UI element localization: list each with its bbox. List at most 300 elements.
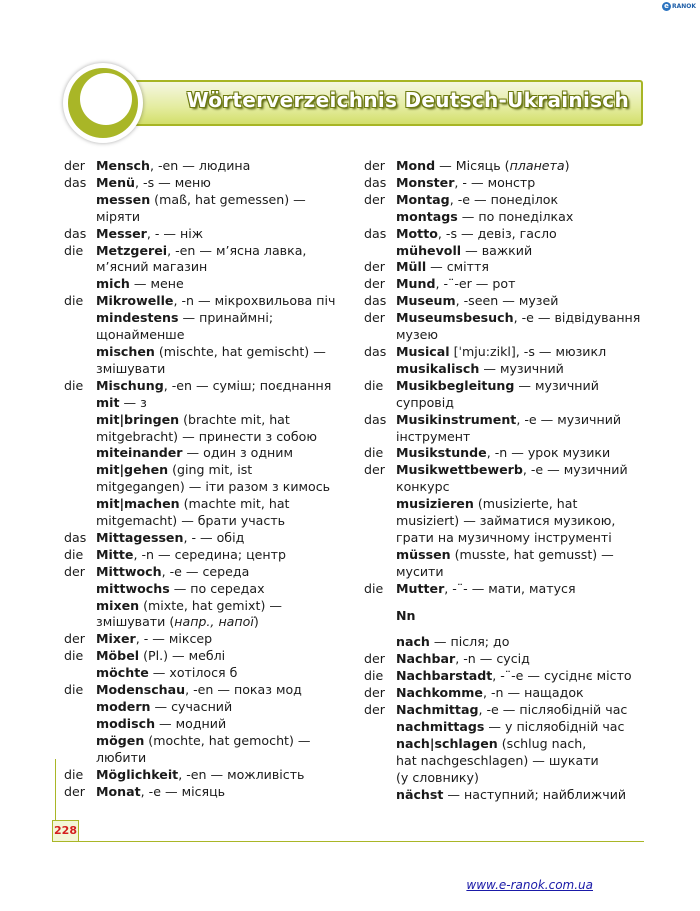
dictionary-entry: [64, 412, 354, 429]
entry-text: [396, 276, 664, 293]
entry-word: Müll: [396, 259, 427, 275]
entry-word: modisch: [96, 715, 156, 731]
entry-note: планета: [509, 158, 565, 173]
dictionary-entry: [364, 243, 664, 260]
dictionary-entry: [364, 736, 664, 753]
entry-translation: м’ясний магазин: [96, 259, 208, 275]
entry-translation: інструмент: [396, 428, 471, 444]
entry-text: [96, 699, 354, 716]
dictionary-entry: [364, 753, 664, 770]
entry-text: [396, 327, 664, 344]
entry-text: [396, 395, 664, 412]
entry-text: [96, 209, 354, 226]
dictionary-entry: [364, 445, 664, 462]
dictionary-entry: [64, 682, 354, 699]
entry-word: nächst: [396, 786, 444, 802]
dictionary-entry: [64, 564, 354, 581]
entry-text: [396, 259, 664, 276]
entry-translation: (schlug nach,: [497, 735, 587, 751]
entry-article: die: [64, 377, 84, 393]
entry-text: [396, 719, 664, 736]
entry-article: [64, 276, 96, 293]
entry-article: [64, 479, 96, 496]
entry-article: [64, 412, 96, 429]
entry-article: das: [364, 343, 387, 359]
dictionary-entry: [64, 496, 354, 513]
entry-article: [364, 327, 396, 344]
entry-article: [64, 513, 96, 530]
dictionary-entry: [64, 395, 354, 412]
entry-text: [96, 378, 354, 395]
entry-article: [64, 716, 96, 733]
entry-text: [396, 513, 664, 530]
section-spacer: [364, 598, 664, 608]
dictionary-entry: [364, 564, 664, 581]
entry-word: Mutter: [396, 580, 445, 596]
entry-text: [396, 770, 664, 787]
dictionary-entry: [364, 479, 664, 496]
entry-translation: — у післяобідній час: [484, 719, 625, 734]
entry-text: [96, 496, 354, 513]
dictionary-entry: [364, 787, 664, 804]
entry-article: [364, 395, 396, 412]
footer-link[interactable]: www.e-ranok.com.ua: [466, 878, 593, 892]
entry-translation: (machte mit, hat: [179, 496, 290, 512]
entry-article: [64, 310, 96, 327]
dictionary-entry: [64, 716, 354, 733]
entry-article: der: [64, 783, 85, 799]
right-column: [364, 158, 664, 804]
entry-translation: , -s — девіз, гасло: [437, 225, 557, 241]
entry-translation: (brachte mit, hat: [179, 411, 290, 427]
entry-text: [96, 327, 354, 344]
entry-translation: (musste, hat gemusst) —: [450, 546, 614, 562]
entry-translation: (mixte, hat gemixt) —: [139, 597, 282, 613]
dictionary-entry: [64, 429, 354, 446]
entry-article: [364, 770, 396, 787]
entry-translation: , -e — середа: [161, 563, 250, 579]
entry-word: Nachkomme: [396, 685, 483, 701]
entry-translation: , -en — показ мод: [185, 682, 302, 698]
entry-text: [396, 192, 664, 209]
entry-translation: , -e — відвідування: [513, 310, 641, 326]
entry-article: das: [64, 529, 87, 545]
entry-word: Musikwettbewerb: [396, 462, 523, 478]
entry-text: [396, 530, 664, 547]
entry-translation: , -seen — музей: [455, 293, 559, 309]
entry-article: [364, 361, 396, 378]
entry-word: mit|machen: [96, 496, 180, 512]
logo-e-icon: e: [662, 2, 671, 11]
entry-article: der: [364, 310, 385, 326]
entry-text: [96, 547, 354, 564]
entry-article: die: [364, 580, 384, 596]
entry-translation: , -s — меню: [135, 174, 211, 190]
entry-text: [96, 581, 354, 598]
entry-translation: змішувати (: [96, 614, 175, 630]
dictionary-entry: [364, 634, 664, 651]
entry-translation: мусити: [396, 563, 444, 579]
entry-article: die: [64, 648, 84, 664]
dictionary-entry: [364, 668, 664, 685]
dictionary-entry: [364, 547, 664, 564]
entry-text: [396, 462, 664, 479]
entry-translation: міряти: [96, 208, 141, 224]
dictionary-entry: [364, 327, 664, 344]
entry-word: nachmittags: [396, 719, 485, 734]
entry-word: Mensch: [96, 158, 150, 173]
dictionary-entry: [64, 462, 354, 479]
entry-text: [396, 581, 664, 598]
entry-word: Mikrowelle: [96, 293, 174, 309]
entry-translation: (mochte, hat gemocht) —: [144, 732, 311, 748]
entry-article: [64, 361, 96, 378]
entry-translation: , -n — сусід: [455, 651, 530, 667]
entry-text: [396, 412, 664, 429]
entry-article: der: [364, 651, 385, 667]
entry-word: Messer: [96, 225, 147, 241]
entry-article: der: [364, 259, 385, 275]
entry-word: montags: [396, 208, 458, 224]
dictionary-entry: [364, 395, 664, 412]
entry-translation: музею: [396, 327, 438, 343]
dictionary-entry: [364, 462, 664, 479]
dictionary-entry: [64, 598, 354, 615]
dictionary-entry: [364, 412, 664, 429]
entry-translation: — один з одним: [182, 445, 293, 461]
entry-word: mich: [96, 276, 130, 292]
dictionary-entry: [364, 581, 664, 598]
entry-text: [96, 243, 354, 260]
dictionary-entry: [64, 344, 354, 361]
entry-translation: — по середах: [169, 580, 265, 596]
entry-word: mixen: [96, 597, 140, 613]
entry-text: [96, 310, 354, 327]
entry-word: Möglichkeit: [96, 766, 179, 782]
entry-word: mit|gehen: [96, 462, 169, 478]
entry-word: mit: [96, 394, 120, 410]
entry-text: [96, 716, 354, 733]
entry-translation: — принаймні;: [178, 310, 274, 326]
dictionary-entry: [64, 259, 354, 276]
entry-translation: — з: [119, 394, 147, 410]
entry-translation: , -n — урок музики: [486, 445, 611, 461]
entry-word: mittwochs: [96, 580, 170, 596]
entry-translation: , - — міксер: [135, 631, 213, 647]
page-number: 228: [52, 820, 79, 842]
entry-translation: — важкий: [461, 242, 533, 258]
entry-article: [64, 209, 96, 226]
entry-text: [396, 361, 664, 378]
entry-article: [64, 429, 96, 446]
entry-article: [64, 581, 96, 598]
dictionary-entry: [64, 310, 354, 327]
entry-article: [64, 395, 96, 412]
entry-text: [96, 733, 354, 750]
entry-word: Nachbarstadt: [396, 668, 493, 684]
entry-text: [96, 631, 354, 648]
entry-article: der: [64, 631, 85, 647]
dictionary-entry: [364, 293, 664, 310]
entry-translation: musiziert) — займатися музикою,: [396, 513, 616, 529]
entry-article: das: [364, 225, 387, 241]
entry-article: [364, 634, 396, 651]
entry-text: [96, 293, 354, 310]
entry-article: [64, 750, 96, 767]
entry-text: [396, 344, 664, 361]
entry-translation: , -en — можливість: [178, 766, 305, 782]
entry-translation: — після; до: [429, 634, 510, 650]
entry-text: [96, 462, 354, 479]
page-title: Wörterverzeichnis Deutsch-Ukrainisch: [186, 88, 629, 112]
entry-word: Mitte: [96, 546, 134, 562]
footer-divider: [79, 841, 644, 842]
entry-article: [364, 513, 396, 530]
dictionary-entry: [364, 719, 664, 736]
entry-article: [364, 243, 396, 260]
entry-text: [96, 750, 354, 767]
entry-article: das: [364, 411, 387, 427]
entry-article: [364, 209, 396, 226]
entry-translation: , -en — суміш; поєднання: [163, 377, 332, 393]
entry-text: [396, 702, 664, 719]
entry-translation: , -en — людина: [149, 158, 251, 173]
entry-word: Monat: [96, 783, 141, 799]
entry-article: der: [364, 158, 385, 173]
entry-text: [396, 209, 664, 226]
entry-translation: , -¨-er — рот: [435, 276, 516, 292]
dictionary-entry: [64, 243, 354, 260]
entry-translation: , -e — понеділок: [449, 191, 559, 207]
dictionary-entry: [64, 581, 354, 598]
entry-text: [96, 784, 354, 801]
entry-word: Nachbar: [396, 651, 456, 667]
entry-translation: (у словнику): [396, 769, 479, 785]
dictionary-entry: [364, 259, 664, 276]
dictionary-entry: [64, 361, 354, 378]
entry-text: [96, 767, 354, 784]
entry-translation: — наступний; найближчий: [443, 786, 627, 802]
dictionary-entry: [364, 361, 664, 378]
entry-text: [96, 614, 354, 631]
entry-article: der: [364, 276, 385, 292]
entry-translation: грати на музичному інструменті: [396, 529, 612, 545]
decorative-crescent: [80, 73, 132, 125]
entry-word: mindestens: [96, 310, 179, 326]
entry-text: [396, 685, 664, 702]
entry-article: das: [64, 225, 87, 241]
entry-word: Mischung: [96, 377, 164, 393]
entry-tail: ): [564, 158, 570, 173]
entry-translation: , -n — середина; центр: [133, 546, 286, 562]
dictionary-entry: [64, 733, 354, 750]
dictionary-entry: [364, 226, 664, 243]
entry-article: das: [64, 174, 87, 190]
entry-article: [64, 327, 96, 344]
entry-article: [64, 259, 96, 276]
entry-translation: — модний: [155, 715, 227, 731]
entry-article: der: [364, 191, 385, 207]
entry-article: [364, 787, 396, 804]
entry-text: [396, 378, 664, 395]
dictionary-entry: [64, 378, 354, 395]
entry-text: [396, 479, 664, 496]
entry-text: [396, 445, 664, 462]
entry-text: [96, 158, 354, 175]
entry-article: das: [364, 174, 387, 190]
dictionary-entry: [64, 226, 354, 243]
entry-translation: — хотілося б: [148, 665, 238, 681]
entry-text: [396, 310, 664, 327]
entry-word: müssen: [396, 546, 451, 562]
entry-translation: — музичний: [514, 377, 599, 393]
entry-translation: mitgemacht) — брати участь: [96, 513, 286, 529]
entry-article: das: [364, 293, 387, 309]
entry-text: [96, 175, 354, 192]
dictionary-entry: [364, 608, 664, 625]
entry-article: [64, 496, 96, 513]
entry-word: Metzgerei: [96, 242, 168, 258]
entry-word: musizieren: [396, 496, 474, 512]
entry-translation: , -en — м’ясна лавка,: [167, 242, 307, 258]
entry-word: Möbel: [96, 648, 140, 664]
entry-word: Mixer: [96, 631, 136, 647]
entry-tail: ): [253, 614, 259, 630]
entry-word: Montag: [396, 191, 450, 207]
entry-word: messen: [96, 191, 151, 207]
entry-translation: (mischte, hat gemischt) —: [154, 343, 326, 359]
entry-article: der: [364, 462, 385, 478]
entry-word: modern: [96, 699, 151, 714]
entry-article: der: [64, 158, 85, 173]
entry-article: [64, 598, 96, 615]
entry-text: [96, 412, 354, 429]
entry-article: [64, 665, 96, 682]
entry-word: mühevoll: [396, 242, 462, 258]
entry-article: die: [64, 242, 84, 258]
entry-article: [364, 564, 396, 581]
entry-text: [96, 276, 354, 293]
entry-translation: [ˈmju:zikl], -s — мюзикл: [449, 343, 607, 359]
entry-text: [396, 753, 664, 770]
entry-word: Modenschau: [96, 682, 186, 698]
dictionary-entry: [64, 276, 354, 293]
entry-translation: , -e — місяць: [140, 783, 226, 799]
entry-text: [96, 665, 354, 682]
entry-article: [64, 614, 96, 631]
dictionary-entry: [64, 175, 354, 192]
entry-article: der: [64, 563, 85, 579]
dictionary-entry: [64, 513, 354, 530]
entry-word: mit|bringen: [96, 411, 180, 427]
entry-translation: (maß, hat gemessen) —: [150, 191, 306, 207]
entry-word: Mittagessen: [96, 529, 184, 545]
entry-text: [396, 668, 664, 685]
entry-text: [396, 547, 664, 564]
entry-article: [364, 753, 396, 770]
entry-word: Menü: [96, 174, 136, 190]
entry-article: [64, 192, 96, 209]
entry-word: Musical: [396, 343, 450, 359]
entry-text: [96, 259, 354, 276]
entry-translation: супровід: [396, 394, 454, 410]
dictionary-entry: [64, 530, 354, 547]
entry-translation: , -e — післяобідній час: [478, 702, 628, 718]
entry-article: [64, 445, 96, 462]
dictionary-entry: [64, 192, 354, 209]
entry-translation: (Pl.) — меблі: [139, 648, 226, 664]
dictionary-entry: [364, 513, 664, 530]
entry-translation: любити: [96, 749, 147, 765]
dictionary-entry: [64, 648, 354, 665]
dictionary-entry: [364, 175, 664, 192]
entry-text: [396, 564, 664, 581]
entry-article: [364, 429, 396, 446]
entry-word: Musikstunde: [396, 445, 487, 461]
dictionary-entry: [364, 310, 664, 327]
dictionary-entry: [64, 547, 354, 564]
entry-article: [364, 608, 396, 625]
dictionary-entry: [64, 767, 354, 784]
left-margin-bar: [55, 759, 56, 829]
entry-translation: , -n — мікрохвильова піч: [173, 293, 336, 309]
dictionary-entry: [364, 378, 664, 395]
entry-text: [96, 226, 354, 243]
entry-article: die: [64, 546, 84, 562]
entry-word: nach|schlagen: [396, 735, 498, 751]
dictionary-entry: [364, 530, 664, 547]
entry-note: напр., напої: [174, 614, 254, 630]
entry-text: [396, 736, 664, 753]
dictionary-entry: [364, 209, 664, 226]
entry-text: [396, 175, 664, 192]
logo-text: RANOK: [671, 3, 696, 10]
dictionary-entry: [64, 784, 354, 801]
entry-article: [64, 462, 96, 479]
entry-translation: конкурс: [396, 479, 450, 495]
entry-article: die: [64, 682, 84, 698]
dictionary-entry: [364, 192, 664, 209]
entry-text: [96, 361, 354, 378]
entry-translation: , -e — музичний: [516, 411, 622, 427]
dictionary-entry: [64, 665, 354, 682]
entry-text: [96, 564, 354, 581]
entry-text: [96, 445, 354, 462]
entry-article: [364, 530, 396, 547]
entry-word: Mittwoch: [96, 563, 162, 579]
entry-article: die: [364, 445, 384, 461]
dictionary-entry: [64, 293, 354, 310]
entry-translation: , -¨-e — сусіднє місто: [492, 668, 632, 684]
entry-text: [396, 293, 664, 310]
entry-text: [396, 787, 664, 804]
section-letter: Nn: [396, 607, 416, 623]
entry-article: die: [64, 293, 84, 309]
entry-article: [364, 736, 396, 753]
entry-text: [396, 634, 664, 651]
entry-translation: (ging mit, ist: [168, 462, 253, 478]
dictionary-entry: [64, 209, 354, 226]
dictionary-entry: [364, 344, 664, 361]
dictionary-entry: [64, 750, 354, 767]
entry-translation: hat nachgeschlagen) — шукати: [396, 752, 599, 768]
entry-translation: , -n — нащадок: [482, 685, 584, 701]
dictionary-entry: [364, 770, 664, 787]
entry-word: miteinander: [96, 445, 183, 461]
dictionary-entry: [364, 685, 664, 702]
entry-text: [96, 395, 354, 412]
entry-translation: — мене: [129, 276, 184, 292]
